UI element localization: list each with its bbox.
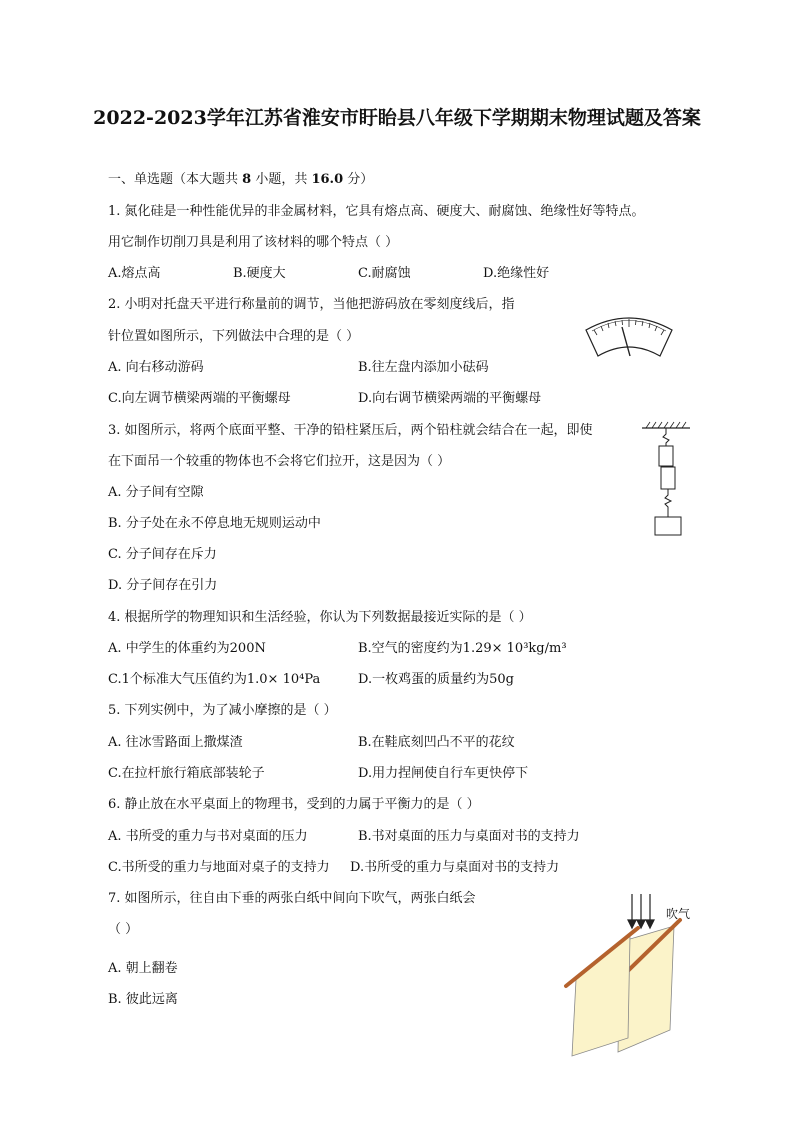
q2-option-c: C.向左调节横梁两端的平衡螺母 [108, 391, 291, 406]
question-count: 8 [242, 172, 252, 187]
q7-stem-line2: （ ） [108, 922, 139, 937]
section-suffix: 分） [343, 172, 374, 187]
section-prefix: 一、单选题（本大题共 [108, 172, 243, 187]
q3-option-a: A. 分子间有空隙 [108, 485, 204, 500]
q3-option-c: C. 分子间存在斥力 [108, 547, 217, 562]
q2-option-a: A. 向右移动游码 [108, 360, 204, 375]
q2-stem-line2: 针位置如图所示，下列做法中合理的是（ ） [108, 329, 360, 344]
q6-option-d: D.书所受的重力与桌面对书的支持力 [350, 860, 560, 875]
section-heading [108, 171, 373, 189]
q1-option-c: C.耐腐蚀 [358, 266, 411, 281]
q5-option-c: C.在拉杆旅行箱底部装轮子 [108, 766, 265, 781]
q4-stem: 4. 根据所学的物理知识和生活经验，你认为下列数据最接近实际的是（ ） [108, 610, 532, 625]
q3-stem-line1: 3. 如图所示，将两个底面平整、干净的铅柱紧压后，两个铅柱就会结合在一起，即使 [108, 423, 593, 438]
q5-option-a: A. 往冰雪路面上撒煤渣 [108, 735, 243, 750]
q3-option-d: D. 分子间存在引力 [108, 578, 218, 593]
paper-blowing-figure [562, 890, 702, 1058]
q6-option-c: C.书所受的重力与地面对桌子的支持力 [108, 860, 330, 875]
q5-stem: 5. 下列实例中，为了减小摩擦的是（ ） [108, 703, 337, 718]
q7-stem-line1: 7. 如图所示，往自由下垂的两张白纸中间向下吹气，两张白纸会 [108, 891, 476, 906]
q7-option-b: B. 彼此远离 [108, 992, 178, 1007]
q5-option-d: D.用力捏闸使自行车更快停下 [358, 766, 529, 781]
q5-option-b: B.在鞋底刻凹凸不平的花纹 [358, 735, 515, 750]
q4-option-c: C.1个标准大气压值约为1.0× 10⁴Pa [108, 672, 321, 687]
lower-lead-cylinder [661, 467, 675, 489]
lead-cylinders-figure [642, 420, 692, 540]
upper-lead-cylinder [659, 446, 673, 466]
q6-option-b: B.书对桌面的压力与桌面对书的支持力 [358, 829, 580, 844]
front-paper [572, 936, 630, 1056]
q2-option-b: B.往左盘内添加小砝码 [358, 360, 489, 375]
page-title: 2022-2023学年江苏省淮安市盱眙县八年级下学期期末物理试题及答案 [93, 107, 701, 129]
q4-option-b: B.空气的密度约为1.29× 10³kg/m³ [358, 641, 567, 656]
q2-stem-line1: 2. 小明对托盘天平进行称量前的调节，当他把游码放在零刻度线后，指 [108, 297, 515, 312]
q4-option-a: A. 中学生的体重约为200N [108, 641, 266, 656]
heavy-weight [655, 517, 681, 535]
q1-option-b: B.硬度大 [233, 266, 286, 281]
q2-option-d: D.向右调节横梁两端的平衡螺母 [358, 391, 542, 406]
q3-stem-line2: 在下面吊一个较重的物体也不会将它们拉开，这是因为（ ） [108, 454, 451, 469]
q7-option-a: A. 朝上翻卷 [108, 961, 178, 976]
blow-label: 吹气 [666, 907, 691, 921]
q1-stem-line1: 1. 氮化硅是一种性能优异的非金属材料，它具有熔点高、硬度大、耐腐蚀、绝缘性好等特点。 [108, 204, 645, 219]
q3-option-b: B. 分子处在永不停息地无规则运动中 [108, 516, 321, 531]
q6-option-a: A. 书所受的重力与书对桌面的压力 [108, 829, 308, 844]
section-mid: 小题，共 [251, 172, 312, 187]
q1-stem-line2: 用它制作切削刀具是利用了该材料的哪个特点（ ） [108, 235, 399, 250]
section-score: 16.0 [311, 172, 344, 187]
q6-stem: 6. 静止放在水平桌面上的物理书，受到的力属于平衡力的是（ ） [108, 797, 480, 812]
q1-option-d: D.绝缘性好 [483, 266, 550, 281]
q4-option-d: D.一枚鸡蛋的质量约为50g [358, 672, 514, 687]
balance-pointer-figure [584, 312, 674, 362]
q1-option-a: A.熔点高 [108, 266, 161, 281]
